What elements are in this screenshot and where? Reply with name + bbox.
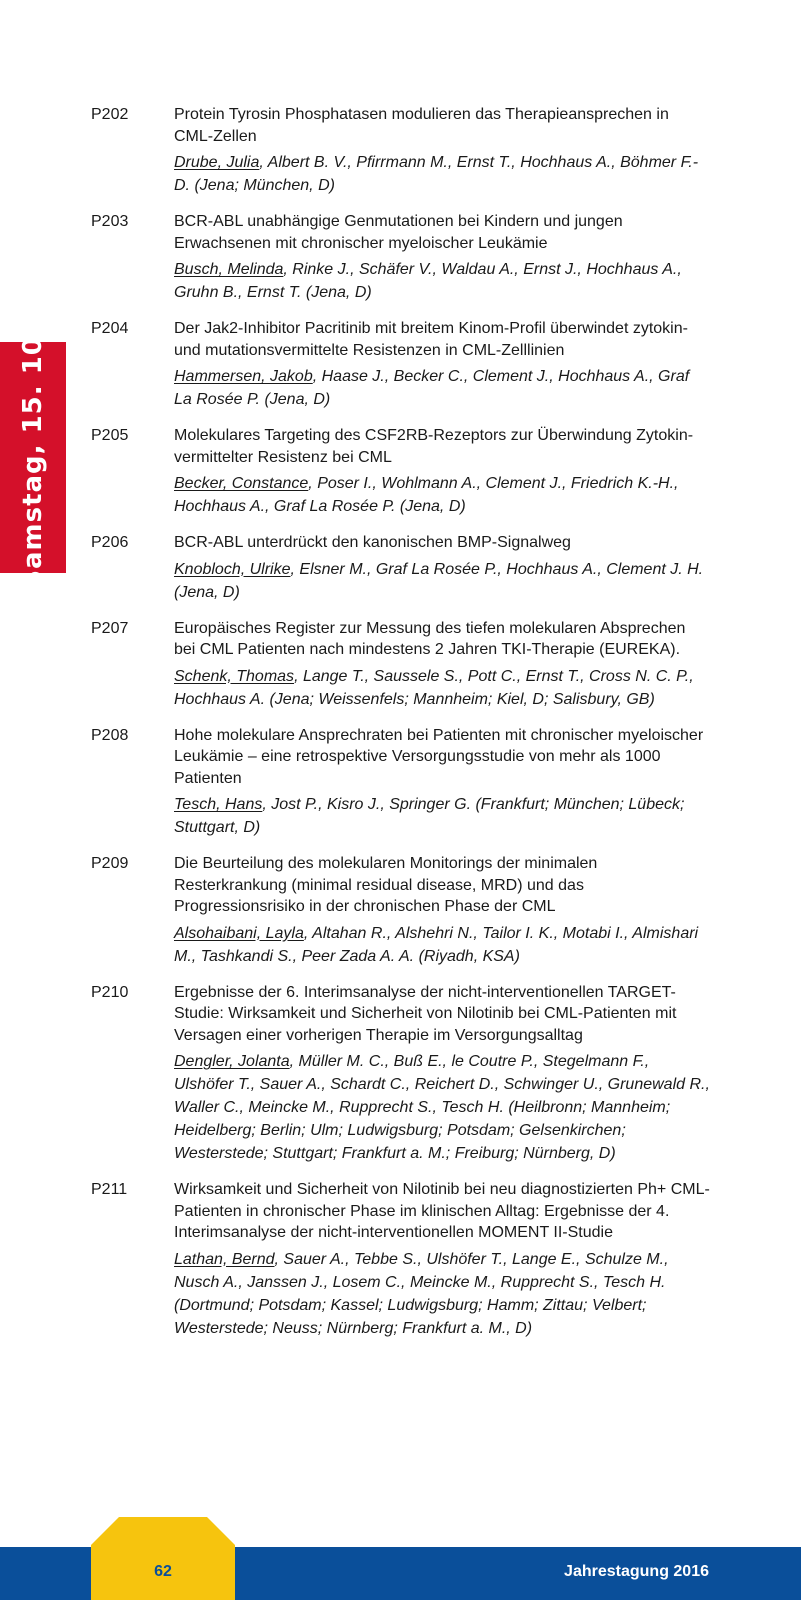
poster-title: Ergebnisse der 6. Interimsanalyse der nicht-interventionellen TARGET-Studie: Wirksamkeit und Sicherheit von Nilotinib bei CML-Patienten mit Versagen einer vorherigen Therapie im Versorgungsalltag [174, 983, 677, 1044]
poster-code: P208 [91, 726, 129, 744]
co-authors: , Sauer A., Tebbe S., Ulshöfer T., Lange E., Schulze M., Nusch A., Janssen J., Losem C., Meincke M., Rupprecht S., Tesch H. (Dortmund; Potsdam; Kassel; Ludwigsburg; Hamm; Zittau; Velbert; Westerstede; Neuss; Nürnberg; Frankfurt a. M., D) [174, 1250, 669, 1337]
co-authors: , Jost P., Kisro J., Springer G. (Frankfurt; München; Lübeck; Stuttgart, D) [174, 796, 685, 836]
poster-body [174, 425, 711, 518]
co-authors: , Albert B. V., Pfirrmann M., Ernst T., Hochhaus A., Böhmer F.-D. (Jena; München, D) [174, 154, 699, 194]
poster-title: BCR-ABL unterdrückt den kanonischen BMP-Signalweg [174, 534, 571, 551]
poster-authors [174, 922, 711, 968]
poster-title: Molekulares Targeting des CSF2RB-Rezeptors zur Überwindung Zytokin-vermittelter Resistenz bei CML [174, 427, 694, 466]
presenting-author: Knobloch, Ulrike [174, 560, 291, 578]
poster-authors [174, 1248, 711, 1340]
poster-authors [174, 793, 711, 839]
presenting-author: Hammersen, Jakob [174, 368, 313, 385]
presenting-author: Tesch, Hans [174, 796, 263, 813]
co-authors: , Rinke J., Schäfer V., Waldau A., Ernst J., Hochhaus A., Gruhn B., Ernst T. (Jena, D) [174, 261, 682, 301]
co-authors: , Müller M. C., Buß E., le Coutre P., Stegelmann F., Ulshöfer T., Sauer A., Schardt C., Reichert D., Schwinger U., Grunewald R., Waller C., Meincke M., Rupprecht S., Tesch H. (Heilbronn; Mannheim; Heidelberg; Berlin; Ulm; Ludwigsburg; Potsdam; Gelsenkirchen; Westerstede; Stuttgart; Frankfurt a. M.; Freiburg; Nürnberg, D) [174, 1053, 710, 1162]
poster-body [174, 532, 711, 604]
poster-title: Wirksamkeit und Sicherheit von Nilotinib bei neu diagnostizierten Ph+ CML-Patienten in chronischer Phase im klinischen Alltag: Ergebnisse der 4. Interimsanalyse der nicht-interventionellen MOMENT II-Studie [174, 1181, 710, 1241]
presenting-author: Alsohaibani, Layla [174, 924, 304, 942]
poster-authors [174, 258, 711, 304]
day-tab [0, 325, 66, 589]
poster-entry [91, 532, 711, 604]
poster-authors [174, 665, 711, 711]
poster-body [174, 318, 711, 411]
presenting-author: Lathan, Bernd [174, 1250, 275, 1268]
poster-title: Protein Tyrosin Phosphatasen modulieren das Therapieansprechen in CML-Zellen [174, 106, 669, 145]
page-number-tab [91, 1517, 235, 1600]
presenting-author: Busch, Melinda [174, 261, 284, 278]
presenting-author: Schenk, Thomas [174, 667, 295, 685]
co-authors: , Elsner M., Graf La Rosée P., Hochhaus A., Clement J. H. (Jena, D) [174, 560, 704, 601]
poster-entry [91, 982, 711, 1166]
poster-code: P204 [91, 320, 129, 337]
poster-code: P206 [91, 534, 129, 551]
poster-code: P211 [91, 1181, 128, 1198]
page-number: 62 [154, 1563, 172, 1580]
poster-entry [91, 725, 711, 840]
poster-entry [91, 318, 711, 411]
poster-body [174, 982, 711, 1166]
presenting-author: Becker, Constance [174, 475, 309, 492]
poster-body [174, 853, 711, 968]
poster-code: P203 [91, 213, 129, 230]
poster-authors [174, 472, 711, 518]
poster-code: P209 [91, 855, 129, 872]
poster-code: P202 [91, 106, 129, 123]
presenting-author: Dengler, Jolanta [174, 1053, 290, 1070]
poster-code: P205 [91, 427, 129, 444]
poster-authors [174, 365, 711, 411]
poster-title: Die Beurteilung des molekularen Monitorings der minimalen Resterkrankung (minimal residual disease, MRD) und das Progressionsrisiko in der chronischen Phase der CML [174, 855, 598, 915]
poster-entry [91, 1179, 711, 1340]
conference-name: Jahrestagung 2016 [564, 1563, 709, 1580]
co-authors: , Haase J., Becker C., Clement J., Hochhaus A., Graf La Rosée P. (Jena, D) [174, 368, 690, 408]
poster-authors [174, 558, 711, 604]
poster-authors [174, 1050, 711, 1165]
poster-entry [91, 104, 711, 197]
poster-entry [91, 618, 711, 711]
co-authors: , Poser I., Wohlmann A., Clement J., Friedrich K.-H., Hochhaus A., Graf La Rosée P. (Jena, D) [174, 475, 679, 515]
poster-entry [91, 211, 711, 304]
co-authors: , Altahan R., Alshehri N., Tailor I. K., Motabi I., Almishari M., Tashkandi S., Peer Zada A. A. (Riyadh, KSA) [174, 924, 699, 965]
poster-body [174, 104, 711, 197]
poster-code: P207 [91, 619, 129, 637]
poster-entry [91, 853, 711, 968]
poster-body [174, 618, 711, 711]
poster-title: Europäisches Register zur Messung des tiefen molekularen Absprechen bei CML Patienten nach mindestens 2 Jahren TKI-Therapie (EUREKA). [174, 619, 686, 658]
poster-list [91, 104, 711, 1354]
poster-body [174, 725, 711, 840]
poster-body [174, 211, 711, 304]
poster-title: Hohe molekulare Ansprechraten bei Patienten mit chronischer myeloischer Leukämie – eine retrospektive Versorgungsstudie von mehr als 1000 Patienten [174, 726, 704, 787]
poster-entry [91, 425, 711, 518]
poster-code: P210 [91, 983, 129, 1001]
poster-authors [174, 151, 711, 197]
co-authors: , Lange T., Saussele S., Pott C., Ernst T., Cross N. C. P., Hochhaus A. (Jena; Weissenfels; Mannheim; Kiel, D; Salisbury, GB) [174, 667, 694, 708]
poster-body [174, 1179, 711, 1340]
presenting-author: Drube, Julia [174, 154, 260, 171]
poster-title: BCR-ABL unabhängige Genmutationen bei Kindern und jungen Erwachsenen mit chronischer myeloischer Leukämie [174, 213, 623, 252]
poster-title: Der Jak2-Inhibitor Pacritinib mit breitem Kinom-Profil überwindet zytokin- und mutationsvermittelte Resistenzen in CML-Zelllinien [174, 320, 688, 359]
day-tab-label: Samstag, 15. 10. [18, 325, 48, 589]
